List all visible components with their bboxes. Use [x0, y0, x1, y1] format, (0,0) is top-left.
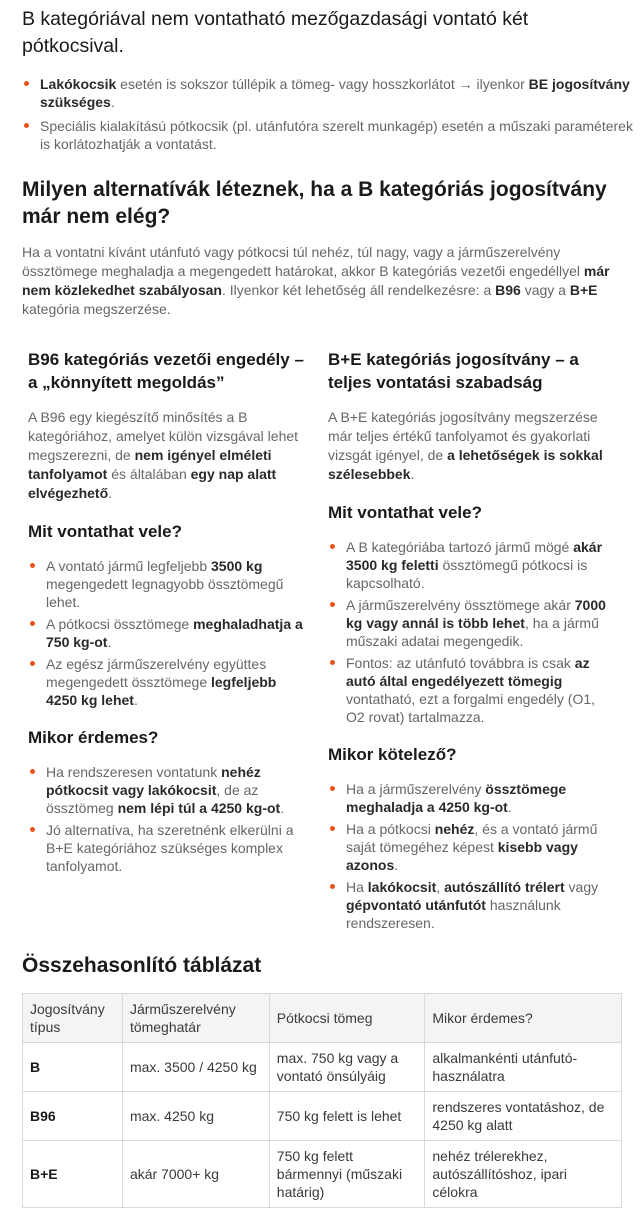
table-cell: nehéz trélerekhez, autószállítóshoz, ipari célokra — [425, 1141, 622, 1208]
list-item: A vontató jármű legfeljebb 3500 kg megengedett legnagyobb össztömegű lehet. — [28, 557, 308, 611]
section-heading-alternatives: Milyen alternatívák léteznek, ha a B kategóriás jogosítvány már nem elég? — [22, 178, 607, 228]
column-be — [328, 348, 608, 950]
table-header-cell: Járműszerelvény tömeghatár — [122, 994, 269, 1043]
column-b96 — [28, 348, 308, 893]
table-row — [23, 1141, 622, 1208]
list-item: A B kategóriába tartozó jármű mögé akár 3500 kg feletti össztömegű pótkocsi is kapcsolható. — [328, 538, 608, 592]
table-cell: 750 kg felett is lehet — [269, 1092, 425, 1141]
column-paragraph: A B+E kategóriás jogosítvány megszerzése már teljes értékű tanfolyamot és gyakorlati vizsgát igényel, de a lehetőségek is sokkal szélesebbek. — [328, 409, 603, 482]
subheading-what-tow: Mit vontathat vele? — [328, 503, 482, 522]
table-row — [23, 1043, 622, 1092]
table-cell-type: B — [23, 1043, 123, 1092]
bullet-list-b96-when — [28, 763, 308, 875]
section-heading-comparison: Összehasonlító táblázat — [22, 954, 262, 977]
intro-paragraph: Ha a vontatni kívánt utánfutó vagy pótkocsi túl nehéz, túl nagy, vagy a járműszerelvény össztömege meghaladja a megengedett határokat, akkor B kategóriás vezetői engedéllyel már nem közlekedhet szabályosan. Ilyenkor két lehetőség áll rendelkezésre: a B96 vagy a B+E kategória megszerzése. — [22, 244, 610, 317]
list-item: Az egész járműszerelvény együttes megengedett össztömege legfeljebb 4250 kg lehet. — [28, 655, 308, 709]
list-item: A járműszerelvény össztömege akár 7000 kg vagy annál is több lehet, ha a jármű műszaki adatai megengedik. — [328, 596, 608, 650]
list-item: Ha rendszeresen vontatunk nehéz pótkocsit vagy lakókocsit, de az össztömeg nem lépi túl a 4250 kg-ot. — [28, 763, 308, 817]
table-row — [23, 1092, 622, 1141]
column-heading-b96: B96 kategóriás vezetői engedély – a „könnyített megoldás” — [28, 350, 304, 392]
section-heading-towing: B kategóriával nem vontatható mezőgazdasági vontató két pótkocsival. — [22, 8, 529, 57]
list-item: Speciális kialakítású pótkocsik (pl. utánfutóra szerelt munkagép) esetén a műszaki paraméterek is korlátozhatják a vontatást. — [22, 117, 642, 153]
list-item: A pótkocsi össztömege meghaladhatja a 750 kg-ot. — [28, 615, 308, 651]
table-cell: rendszeres vontatáshoz, de 4250 kg alatt — [425, 1092, 622, 1141]
comparison-table — [22, 993, 622, 1208]
table-cell: 750 kg felett bármennyi (műszaki határig) — [269, 1141, 425, 1208]
bullet-list-be-tow — [328, 538, 608, 726]
list-item: Ha a járműszerelvény össztömege meghaladja a 4250 kg-ot. — [328, 780, 608, 816]
table-cell-type: B+E — [23, 1141, 123, 1208]
table-cell: max. 750 kg vagy a vontató önsúlyáig — [269, 1043, 425, 1092]
subheading-what-tow: Mit vontathat vele? — [28, 522, 182, 541]
table-cell: akár 7000+ kg — [122, 1141, 269, 1208]
column-heading-be: B+E kategóriás jogosítvány – a teljes vontatási szabadság — [328, 350, 579, 392]
table-header-cell: Jogosítvány típus — [23, 994, 123, 1043]
column-paragraph: A B96 egy kiegészítő minősítés a B kategóriához, amelyet külön vizsgával lehet megszerezni, de nem igényel elméleti tanfolyamot és általában egy nap alatt elvégezhető. — [28, 409, 299, 501]
bullet-list-top — [22, 75, 642, 159]
table-header-row — [23, 994, 622, 1043]
list-item: Ha lakókocsit, autószállító trélert vagy gépvontató utánfutót használunk rendszeresen. — [328, 878, 608, 932]
list-item: Jó alternatíva, ha szeretnénk elkerülni a B+E kategóriához szükséges komplex tanfolyamot. — [28, 821, 308, 875]
table-cell-type: B96 — [23, 1092, 123, 1141]
table-cell: max. 4250 kg — [122, 1092, 269, 1141]
subheading-when-worth: Mikor érdemes? — [28, 728, 159, 747]
list-item: Ha a pótkocsi nehéz, és a vontató jármű saját tömegéhez képest kisebb vagy azonos. — [328, 820, 608, 874]
subheading-when-mandatory: Mikor kötelező? — [328, 745, 457, 764]
table-cell: max. 3500 / 4250 kg — [122, 1043, 269, 1092]
bullet-list-b96-tow — [28, 557, 308, 709]
table-header-cell: Pótkocsi tömeg — [269, 994, 425, 1043]
list-item: Lakókocsik esetén is sokszor túllépik a tömeg- vagy hosszkorlátot → ilyenkor BE jogosítvány szükséges. — [22, 75, 642, 111]
list-item: Fontos: az utánfutó továbbra is csak az autó által engedélyezett tömegig vontatható, ezt a forgalmi engedély (O1, O2 rovat) tartalmazza. — [328, 654, 608, 726]
table-cell: alkalmankénti utánfutó-használatra — [425, 1043, 622, 1092]
bullet-list-be-when — [328, 780, 608, 932]
table-header-cell: Mikor érdemes? — [425, 994, 622, 1043]
